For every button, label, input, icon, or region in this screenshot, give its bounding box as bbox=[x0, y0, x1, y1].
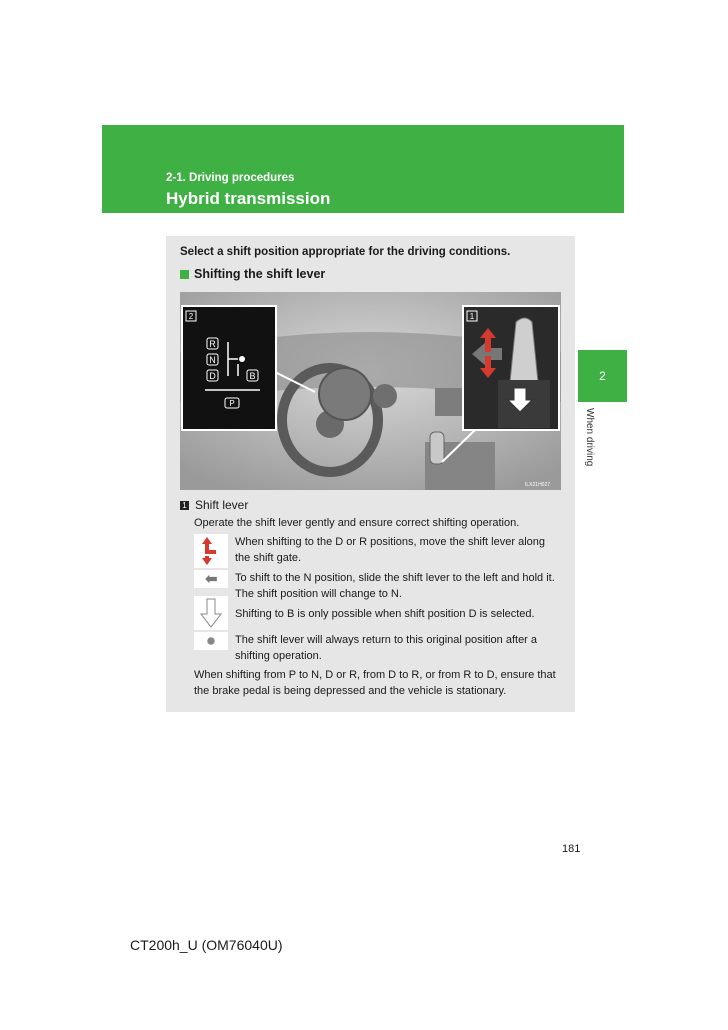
chapter-side-label: When driving bbox=[584, 408, 595, 467]
document-footer: CT200h_U (OM76040U) bbox=[130, 937, 283, 953]
instruction-row bbox=[194, 534, 564, 568]
intro-text: Select a shift position appropriate for the driving conditions. bbox=[180, 246, 511, 258]
shift-lever-illustration bbox=[180, 292, 561, 490]
item-number-badge: 1 bbox=[180, 501, 189, 510]
caution-note: When shifting from P to N, D or R, from D to R, or from R to D, ensure that the brake pedal is being depressed and the vehicle is stationary. bbox=[194, 669, 556, 697]
down-arrow-outline-icon bbox=[194, 596, 228, 630]
item-description: Operate the shift lever gently and ensure correct shifting operation. bbox=[194, 517, 520, 529]
instruction-row bbox=[194, 632, 564, 666]
dot-icon bbox=[194, 632, 228, 650]
subheading bbox=[180, 267, 325, 281]
section-label: 2-1. Driving procedures bbox=[166, 172, 295, 184]
gate-D: D bbox=[209, 371, 216, 381]
item-heading bbox=[180, 498, 248, 512]
page-title: Hybrid transmission bbox=[166, 189, 331, 208]
page-number: 181 bbox=[562, 843, 581, 855]
chapter-header bbox=[102, 125, 624, 213]
content-panel bbox=[166, 236, 575, 712]
instruction-text: Shifting to B is only possible when shift position D is selected. bbox=[235, 608, 535, 620]
left-arrow-icon bbox=[194, 570, 228, 588]
subheading-text: Shifting the shift lever bbox=[194, 267, 326, 281]
gate-B: B bbox=[249, 371, 256, 381]
callout-1-number: 1 bbox=[469, 312, 475, 321]
instruction-row bbox=[194, 596, 564, 630]
gate-R: R bbox=[209, 339, 216, 349]
instruction-text: When shifting to the D or R positions, move the shift lever along the shift gate. bbox=[235, 536, 545, 564]
item-title: Shift lever bbox=[195, 498, 249, 512]
chapter-tab-number: 2 bbox=[599, 369, 606, 383]
image-code: ILX21H027 bbox=[525, 482, 551, 488]
callout-2-number: 2 bbox=[188, 312, 194, 321]
gate-P: P bbox=[229, 399, 235, 408]
instruction-text: To shift to the N position, slide the shift lever to the left and hold it. The shift position will change to N. bbox=[235, 572, 555, 600]
instruction-text: The shift lever will always return to this original position after a shifting operation. bbox=[235, 634, 538, 662]
gate-N: N bbox=[209, 355, 216, 365]
chapter-tab[interactable] bbox=[578, 350, 627, 402]
red-double-arrow-icon bbox=[194, 534, 228, 568]
green-square-bullet-icon bbox=[180, 270, 189, 279]
